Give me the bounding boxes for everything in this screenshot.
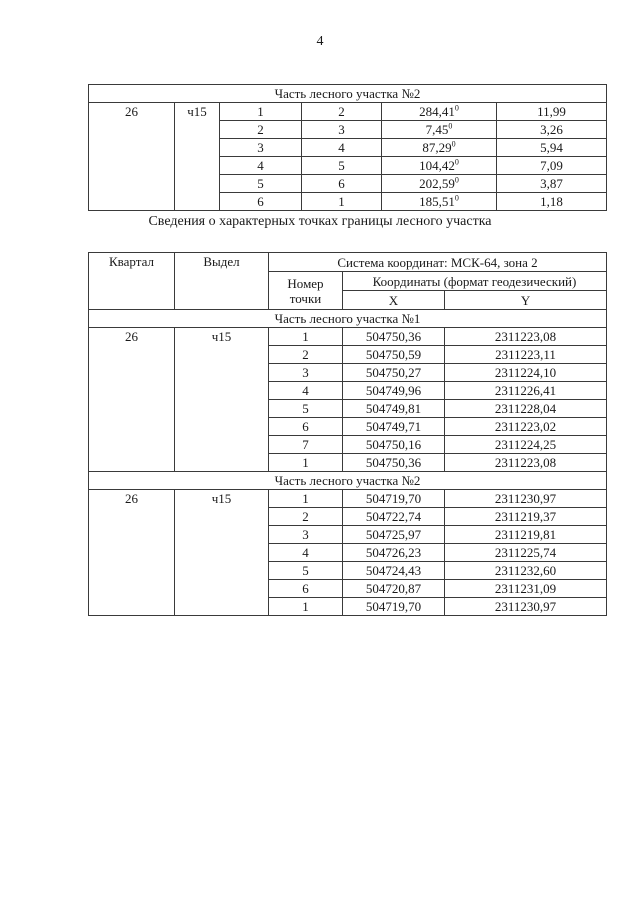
point-number-cell: 5 <box>269 400 343 418</box>
angle-cell <box>382 157 497 175</box>
degree-sign: 0 <box>448 121 453 131</box>
point-number-cell: 1 <box>269 598 343 616</box>
angle-cell <box>382 193 497 211</box>
y-coordinate-cell: 2311219,81 <box>445 526 607 544</box>
header-point-number-line2: точки <box>289 290 322 306</box>
to-point-cell: 4 <box>302 139 382 157</box>
kvartal-cell: 26 <box>89 328 175 472</box>
section-title: Часть лесного участка №2 <box>89 85 607 103</box>
page-number: 4 <box>316 34 324 49</box>
y-coordinate-cell: 2311224,10 <box>445 364 607 382</box>
section-title-row <box>89 310 607 328</box>
y-coordinate-cell: 2311226,41 <box>445 382 607 400</box>
point-number-cell: 1 <box>269 490 343 508</box>
angle-value: 202,59 <box>419 176 455 191</box>
y-coordinate-cell: 2311230,97 <box>445 490 607 508</box>
angle-cell <box>382 175 497 193</box>
point-number-cell: 4 <box>269 544 343 562</box>
kvartal-cell: 26 <box>89 490 175 616</box>
header-kvartal: Квартал <box>89 253 175 310</box>
x-coordinate-cell: 504719,70 <box>343 490 445 508</box>
to-point-cell: 3 <box>302 121 382 139</box>
to-point-cell: 2 <box>302 103 382 121</box>
degree-sign: 0 <box>451 139 456 149</box>
vydel-cell: ч15 <box>175 103 220 211</box>
y-coordinate-cell: 2311230,97 <box>445 598 607 616</box>
length-cell: 5,94 <box>497 139 607 157</box>
table-row <box>89 490 607 508</box>
from-point-cell: 5 <box>220 175 302 193</box>
x-coordinate-cell: 504726,23 <box>343 544 445 562</box>
x-coordinate-cell: 504750,16 <box>343 436 445 454</box>
x-coordinate-cell: 504724,43 <box>343 562 445 580</box>
section-title: Часть лесного участка №1 <box>89 310 607 328</box>
y-coordinate-cell: 2311228,04 <box>445 400 607 418</box>
point-number-cell: 1 <box>269 328 343 346</box>
y-coordinate-cell: 2311231,09 <box>445 580 607 598</box>
length-cell: 1,18 <box>497 193 607 211</box>
point-number-cell: 7 <box>269 436 343 454</box>
degree-sign: 0 <box>454 193 459 203</box>
boundary-points-table <box>88 252 607 616</box>
section-title: Часть лесного участка №2 <box>89 472 607 490</box>
angle-value: 7,45 <box>425 122 449 137</box>
section-title-row <box>89 472 607 490</box>
header-row-1 <box>89 253 607 272</box>
x-coordinate-cell: 504720,87 <box>343 580 445 598</box>
angle-value: 284,41 <box>419 104 455 119</box>
header-coordinate-system: Система координат: МСК-64, зона 2 <box>269 253 607 272</box>
angle-value: 87,29 <box>422 140 452 155</box>
x-coordinate-cell: 504750,36 <box>343 328 445 346</box>
to-point-cell: 1 <box>302 193 382 211</box>
header-y: Y <box>445 291 607 310</box>
length-cell: 3,87 <box>497 175 607 193</box>
point-number-cell: 6 <box>269 580 343 598</box>
y-coordinate-cell: 2311232,60 <box>445 562 607 580</box>
from-point-cell: 4 <box>220 157 302 175</box>
table-row <box>89 328 607 346</box>
angle-value: 104,42 <box>419 158 455 173</box>
from-point-cell: 1 <box>220 103 302 121</box>
to-point-cell: 5 <box>302 157 382 175</box>
header-point-number-line1: Номер <box>287 275 324 291</box>
angle-cell <box>382 103 497 121</box>
degree-sign: 0 <box>454 175 459 185</box>
y-coordinate-cell: 2311224,25 <box>445 436 607 454</box>
degree-sign: 0 <box>454 103 459 113</box>
to-point-cell: 6 <box>302 175 382 193</box>
x-coordinate-cell: 504722,74 <box>343 508 445 526</box>
x-coordinate-cell: 504750,36 <box>343 454 445 472</box>
from-point-cell: 3 <box>220 139 302 157</box>
y-coordinate-cell: 2311223,02 <box>445 418 607 436</box>
from-point-cell: 6 <box>220 193 302 211</box>
table-row <box>89 103 607 121</box>
x-coordinate-cell: 504750,59 <box>343 346 445 364</box>
point-number-cell: 4 <box>269 382 343 400</box>
section-title-row <box>89 85 607 103</box>
point-number-cell: 2 <box>269 346 343 364</box>
vydel-cell: ч15 <box>175 490 269 616</box>
point-number-cell: 3 <box>269 364 343 382</box>
x-coordinate-cell: 504749,81 <box>343 400 445 418</box>
angle-cell <box>382 121 497 139</box>
x-coordinate-cell: 504725,97 <box>343 526 445 544</box>
boundary-segments-table <box>88 84 607 211</box>
header-vydel: Выдел <box>175 253 269 310</box>
point-number-cell: 3 <box>269 526 343 544</box>
length-cell: 7,09 <box>497 157 607 175</box>
point-number-cell: 5 <box>269 562 343 580</box>
point-number-cell: 6 <box>269 418 343 436</box>
x-coordinate-cell: 504750,27 <box>343 364 445 382</box>
table-caption: Сведения о характерных точках границы лесного участка <box>148 214 492 229</box>
x-coordinate-cell: 504749,71 <box>343 418 445 436</box>
point-number-cell: 2 <box>269 508 343 526</box>
y-coordinate-cell: 2311223,08 <box>445 454 607 472</box>
degree-sign: 0 <box>454 157 459 167</box>
header-point-number <box>269 272 343 310</box>
length-cell: 11,99 <box>497 103 607 121</box>
x-coordinate-cell: 504719,70 <box>343 598 445 616</box>
length-cell: 3,26 <box>497 121 607 139</box>
header-coordinates: Координаты (формат геодезический) <box>343 272 607 291</box>
point-number-cell: 1 <box>269 454 343 472</box>
from-point-cell: 2 <box>220 121 302 139</box>
y-coordinate-cell: 2311225,74 <box>445 544 607 562</box>
kvartal-cell: 26 <box>89 103 175 211</box>
y-coordinate-cell: 2311219,37 <box>445 508 607 526</box>
y-coordinate-cell: 2311223,11 <box>445 346 607 364</box>
x-coordinate-cell: 504749,96 <box>343 382 445 400</box>
y-coordinate-cell: 2311223,08 <box>445 328 607 346</box>
vydel-cell: ч15 <box>175 328 269 472</box>
angle-cell <box>382 139 497 157</box>
angle-value: 185,51 <box>419 194 455 209</box>
header-x: X <box>343 291 445 310</box>
